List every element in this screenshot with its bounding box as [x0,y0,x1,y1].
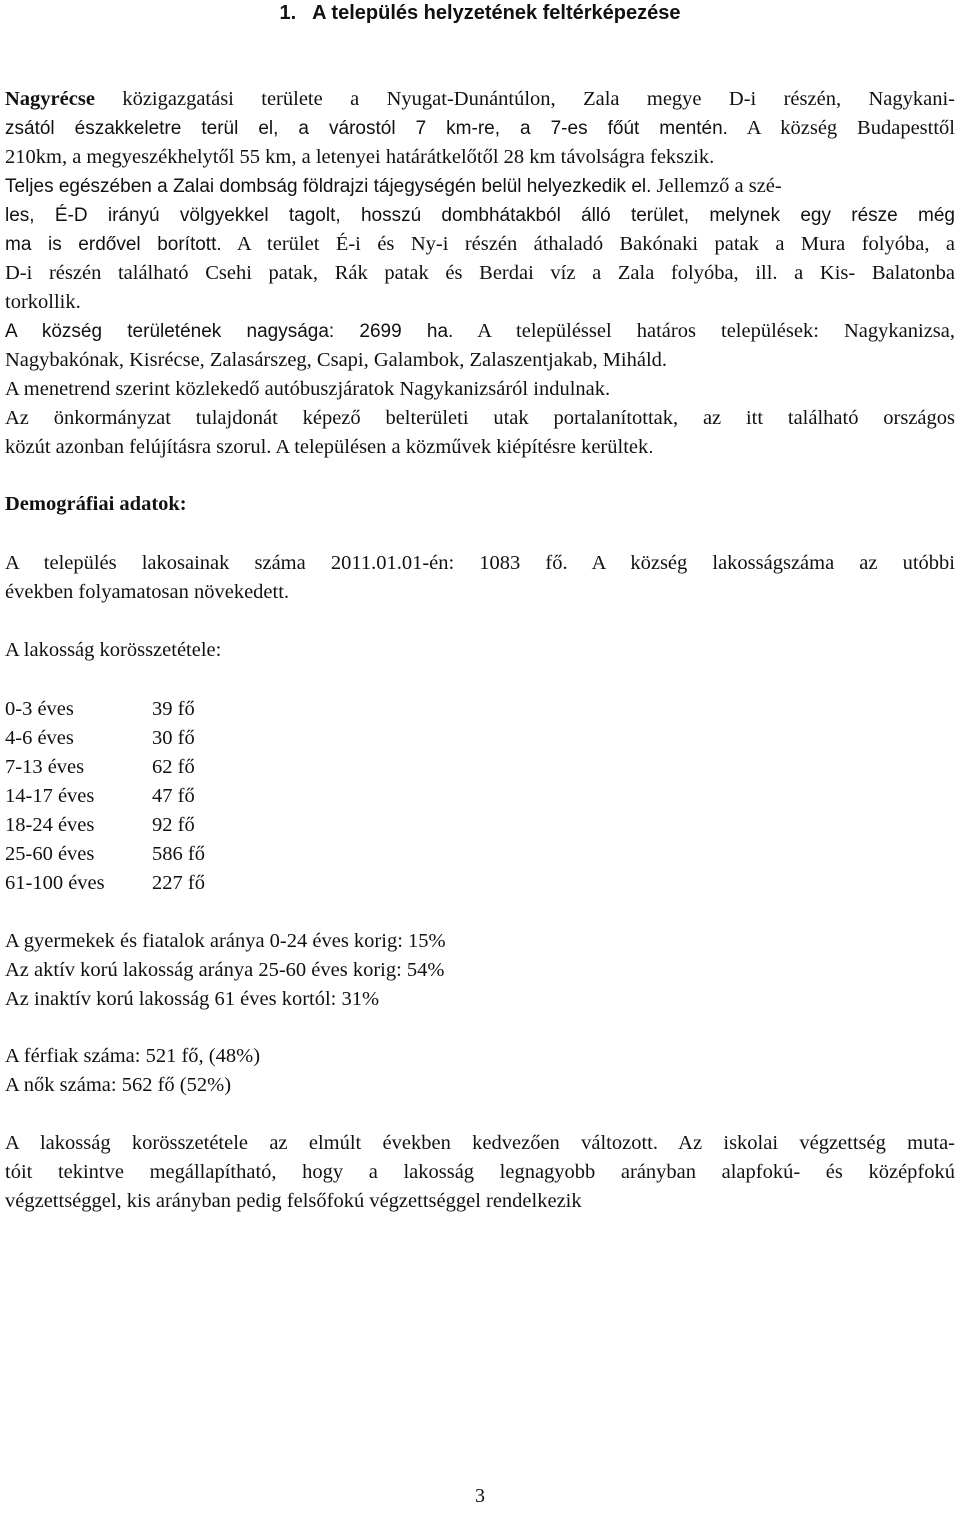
intro-line-1: Nagyrécse közigazgatási területe a Nyugat-Dunántúlon, Zala megye D-i részén, Nagykani- [5,88,955,110]
ratio-inactive: Az inaktív korú lakosság 61 éves kortól: 31% [5,988,380,1010]
intro-paragraph [5,85,955,462]
intro-line-5: les, É-D irányú völgyekkel tagolt, hosszú dombhátakból álló terület, melynek egy része még [5,205,955,226]
page-number: 3 [475,1485,485,1507]
section-heading [0,2,960,25]
neighbors-line: Nagybakónak, Kisrécse, Zalasárszeg, Csapi, Galambok, Zalaszentjakab, Miháld. [5,349,668,371]
roads-line-2: közút azonban felújításra szorul. A településen a közművek kiépítésre kerültek. [5,436,654,458]
closing-line-1: A lakosság korösszetétele az elmúlt években kedvezően változott. Az iskolai végzettség muta- [5,1132,955,1154]
age-structure-table [5,695,205,898]
age-range: 7-13 éves [5,756,85,778]
population-line-1: A település lakosainak száma 2011.01.01-én: 1083 fő. A község lakosságszáma az utóbbi [5,552,955,574]
male-count: A férfiak száma: 521 fő, (48%) [5,1045,261,1067]
intro-line-4: Teljes egészében a Zalai dombság földrajzi tájegységén belül helyezkedik el. Jellemző a szé- [5,175,782,197]
age-range: 18-24 éves [5,814,95,836]
age-range: 4-6 éves [5,727,74,749]
age-row [5,869,205,898]
age-row [5,724,205,753]
bus-line: A menetrend szerint közlekedő autóbuszjáratok Nagykanizsáról indulnak. [5,378,611,400]
age-range: 14-17 éves [5,785,95,807]
age-row [5,753,205,782]
age-row [5,840,205,869]
age-row [5,782,205,811]
intro-line-6: ma is erdővel borított. A terület É-i és Ny-i részén áthaladó Bakónaki patak a Mura folyóba, a [5,233,955,255]
age-count: 39 fő [152,698,195,720]
age-row [5,695,205,724]
ratio-youth: A gyermekek és fiatalok aránya 0-24 éves korig: 15% [5,930,446,952]
age-structure-title: A lakosság korösszetétele: [5,639,222,661]
population-line-2: években folyamatosan növekedett. [5,581,290,603]
gender-block [5,1042,260,1100]
age-range: 0-3 éves [5,698,74,720]
age-count: 62 fő [152,756,195,778]
population-paragraph [5,549,955,607]
age-count: 47 fő [152,785,195,807]
intro-line-9: A község területének nagysága: 2699 ha. A településsel határos települések: Nagykanizsa, [5,320,955,342]
closing-line-3: végzettséggel, kis arányban pedig felsőfokú végzettséggel rendelkezik [5,1190,582,1212]
section-number: 1. [279,2,297,24]
age-count: 227 fő [152,872,205,894]
age-row [5,811,205,840]
intro-line-3: 210km, a megyeszékhelytől 55 km, a letenyei határátkelőtől 28 km távolságra fekszik. [5,146,715,168]
demography-title: Demográfiai adatok: [5,493,187,515]
section-title: A település helyzetének feltérképezése [312,2,681,24]
village-name: Nagyrécse [5,88,95,110]
age-count: 586 fő [152,843,205,865]
ratio-active: Az aktív korú lakosság aránya 25-60 éves korig: 54% [5,959,445,981]
ratios-block [5,927,446,1014]
age-range: 25-60 éves [5,843,95,865]
intro-line-8: torkollik. [5,291,81,313]
roads-line-1: Az önkormányzat tulajdonát képező belterületi utak portalanítottak, az itt található országos [5,407,955,429]
age-count: 30 fő [152,727,195,749]
age-range: 61-100 éves [5,872,105,894]
age-count: 92 fő [152,814,195,836]
intro-line-2: zsától északkeletre terül el, a várostól 7 km-re, a 7-es főút mentén. A község Budapesttől [5,117,955,139]
closing-line-2: tóit tekintve megállapítható, hogy a lakosság legnagyobb arányban alapfokú- és középfokú [5,1161,955,1183]
closing-paragraph [5,1129,955,1216]
intro-line-7: D-i részén található Csehi patak, Rák patak és Berdai víz a Zala folyóba, ill. a Kis- Balatonba [5,262,955,284]
female-count: A nők száma: 562 fő (52%) [5,1074,232,1096]
